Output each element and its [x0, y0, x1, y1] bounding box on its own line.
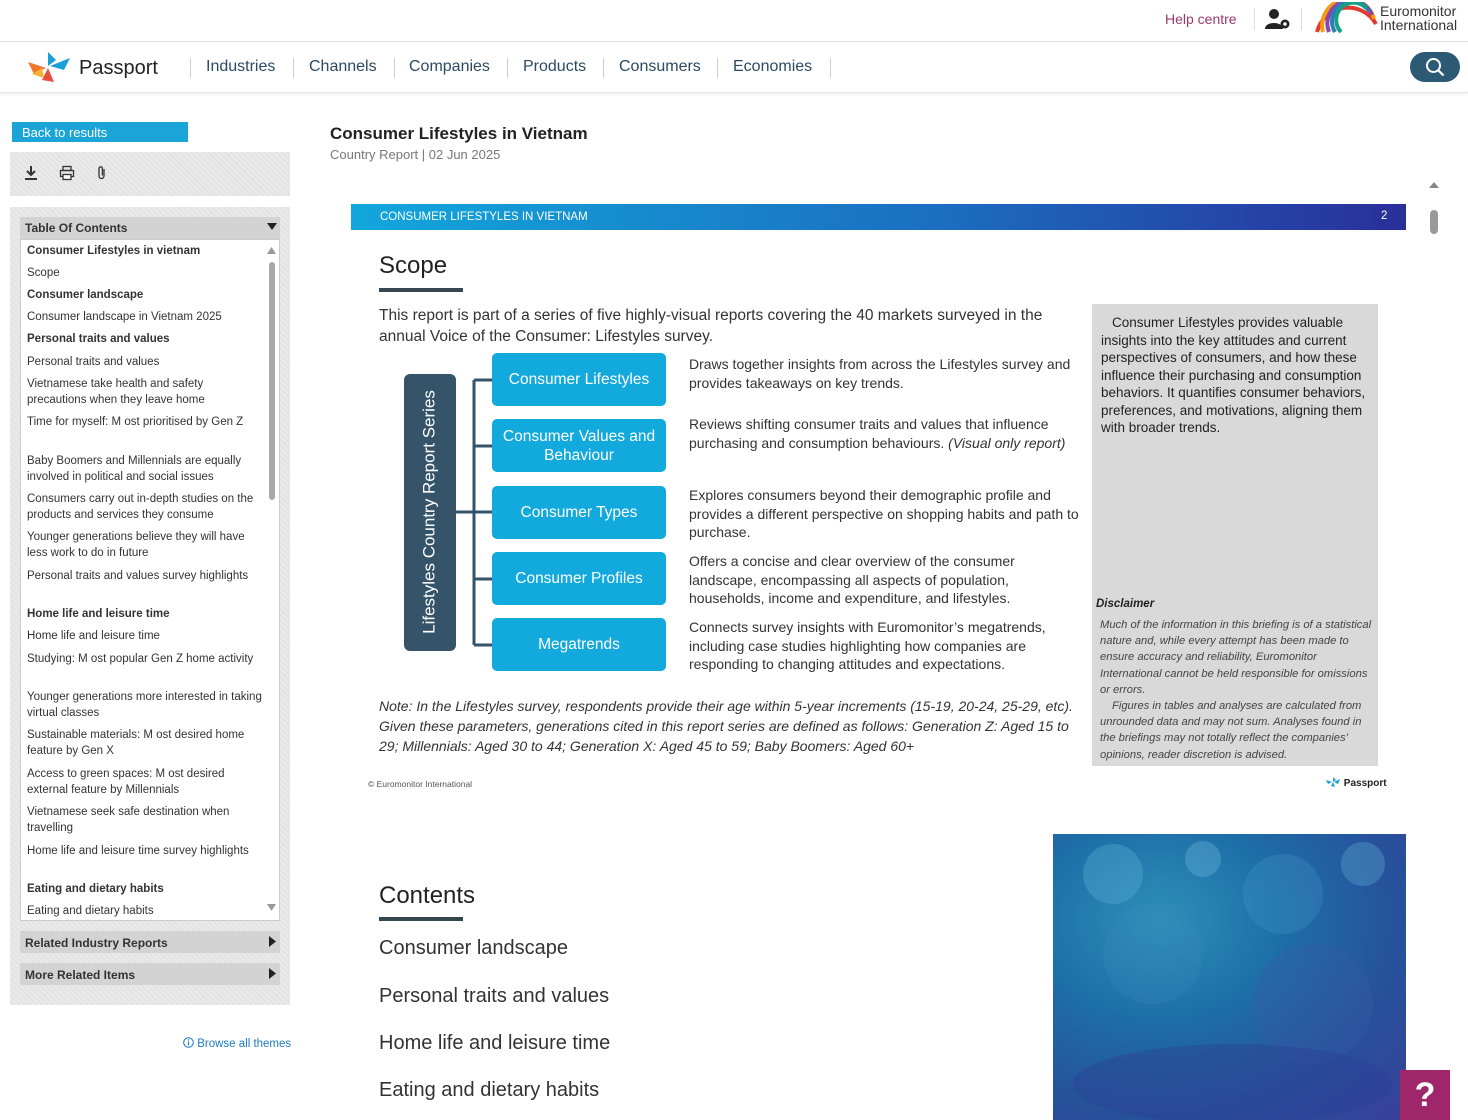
scope-intro: This report is part of a series of five highly-visual reports covering the 40 markets surveyed in the annual Voice of the Consumer: Lifestyles survey.	[379, 307, 1043, 345]
toc-item[interactable]: Younger generations believe they will have less work to do in future	[27, 531, 245, 559]
toc-item[interactable]: Access to green spaces: M ost desired external feature by Millennials	[27, 768, 225, 796]
toc-header[interactable]	[20, 217, 280, 239]
nav-consumers[interactable]: Consumers	[619, 58, 701, 75]
disclaimer-text	[1100, 617, 1372, 763]
heading-underline	[379, 917, 463, 921]
series-box: Consumer Types	[492, 486, 666, 539]
desc-text: Explores consumers beyond their demographic profile and provides a different perspective on shopping habits and path to purchase.	[689, 487, 1079, 540]
toc-item[interactable]: Consumer landscape	[27, 289, 144, 301]
page-number: 2	[1381, 210, 1388, 222]
copyright: © Euromonitor International	[368, 779, 473, 789]
nav-divider	[394, 58, 395, 78]
document-title: Consumer Lifestyles in Vietnam	[330, 124, 588, 143]
series-box: Consumer Profiles	[492, 552, 666, 605]
euromonitor-brand	[1380, 4, 1457, 32]
svg-text:Lifestyles Country Report Seri: Lifestyles Country Report Series	[419, 390, 439, 634]
nav-divider	[830, 58, 831, 78]
nav-companies[interactable]: Companies	[409, 58, 490, 75]
viewer-scrollbar[interactable]	[1430, 210, 1438, 234]
series-box: Megatrends	[492, 618, 666, 671]
user-settings-icon[interactable]	[1265, 8, 1291, 30]
bokeh-image	[1053, 834, 1406, 1120]
nav-divider	[293, 58, 294, 78]
toc-item[interactable]: Sustainable materials: M ost desired home feature by Gen X	[27, 729, 245, 757]
nav-divider	[717, 58, 718, 78]
toc-item[interactable]: Eating and dietary habits	[27, 883, 164, 895]
toc-item[interactable]: Consumer Lifestyles in vietnam	[27, 245, 201, 257]
series-label	[404, 374, 456, 651]
toc-item[interactable]: Time for myself: M ost prioritised by Gen Z	[27, 416, 244, 428]
toc-item[interactable]: Personal traits and values survey highlights	[27, 570, 249, 582]
toc-item[interactable]: Home life and leisure time	[27, 608, 170, 620]
passport-mini-icon	[1325, 776, 1341, 788]
disclaimer-heading: Disclaimer	[1096, 598, 1155, 610]
triangle-right-icon	[269, 936, 276, 947]
nav-divider	[507, 58, 508, 78]
series-description	[689, 415, 1079, 452]
passport-logo-icon[interactable]	[24, 48, 74, 86]
desc-italic: (Visual only report)	[948, 434, 1066, 451]
contents-heading: Contents	[379, 882, 476, 909]
toc-item[interactable]: Personal traits and values	[27, 356, 160, 368]
sidebar-panel	[10, 207, 290, 1005]
contents-item: Home life and leisure time	[379, 1032, 611, 1054]
divider	[1254, 8, 1255, 30]
contents-item: Personal traits and values	[379, 985, 610, 1007]
search-icon	[1425, 57, 1445, 77]
attachment-icon[interactable]	[94, 165, 110, 181]
toc-item[interactable]: Consumer landscape in Vietnam 2025	[27, 311, 222, 323]
band-title: CONSUMER LIFESTYLES IN VIETNAM	[380, 211, 588, 223]
toc-item[interactable]: Consumers carry out in-depth studies on the products and services they consume	[27, 493, 254, 521]
browse-label: Browse all themes	[197, 1038, 292, 1050]
back-to-results-button[interactable]: Back to results	[12, 122, 188, 142]
page-header-band	[351, 204, 1406, 230]
toc-list	[20, 239, 280, 921]
report-page	[351, 204, 1406, 804]
series-description	[689, 486, 1079, 542]
series-description	[689, 355, 1079, 392]
info-icon	[183, 1037, 194, 1048]
help-centre-link[interactable]: Help centre	[1165, 11, 1237, 27]
brand-line-2: International	[1380, 17, 1458, 33]
brand-line-1: Euromonitor	[1380, 3, 1457, 19]
document-toolbar	[10, 152, 290, 196]
triangle-down-icon	[267, 223, 277, 231]
divider	[1301, 8, 1302, 30]
toc-item[interactable]: Vietnamese take health and safety precautions when they leave home	[27, 378, 205, 406]
nav-divider	[190, 58, 191, 78]
scroll-down-icon[interactable]	[267, 904, 276, 911]
series-description	[689, 552, 1079, 608]
about-text: Consumer Lifestyles provides valuable insights into the key attitudes and current perspectives of consumers, and how these influence their purchasing and consumption behaviors. It quantifies consumer behaviors, preferences, and motivations, aligning them with broader trends.	[1101, 315, 1366, 435]
triangle-right-icon	[269, 968, 276, 979]
main-nav	[0, 43, 1468, 93]
footer-passport-logo	[1325, 776, 1387, 789]
search-button[interactable]	[1410, 52, 1460, 82]
desc-text: Connects survey insights with Euromonitor’s megatrends, including case studies highlighting how companies are responding to changing attitudes and expectations.	[689, 619, 1046, 672]
desc-text: Reviews shifting consumer traits and values that influence purchasing and consumption behaviours.	[689, 416, 1049, 451]
diagram-connectors	[456, 374, 496, 651]
nav-products[interactable]: Products	[523, 58, 587, 75]
toc-title: Table Of Contents	[25, 221, 128, 235]
nav-industries[interactable]: Industries	[206, 58, 276, 75]
more-related-label: More Related Items	[25, 968, 136, 982]
about-box	[1092, 304, 1378, 766]
help-button[interactable]: ?	[1400, 1070, 1450, 1120]
toc-item[interactable]: Baby Boomers and Millennials are equally involved in political and social issues	[27, 455, 242, 483]
related-industry-label: Related Industry Reports	[25, 936, 168, 950]
document-subtitle: Country Report | 02 Jun 2025	[330, 147, 501, 162]
toc-item[interactable]: Home life and leisure time survey highlights	[27, 845, 249, 857]
more-related-items-toggle[interactable]	[20, 963, 280, 985]
viewer-scroll-up-icon[interactable]	[1429, 180, 1439, 190]
series-description	[689, 618, 1079, 674]
passport-logo-text[interactable]: Passport	[79, 57, 158, 79]
browse-all-themes-link[interactable]	[183, 1037, 291, 1050]
contents-item: Consumer landscape	[379, 937, 568, 959]
disclaimer-paragraph: Figures in tables and analyses are calculated from unrounded data and may not sum. Analyses found in the briefings may not totally reflect the companies’ opinions, reader discretion is advised.	[1100, 700, 1362, 761]
nav-channels[interactable]: Channels	[309, 58, 377, 75]
cover-photo	[1053, 834, 1406, 1120]
top-bar	[0, 0, 1468, 42]
contents-item: Eating and dietary habits	[379, 1079, 600, 1101]
series-box: Consumer Lifestyles	[492, 353, 666, 406]
toc-item[interactable]: Home life and leisure time	[27, 630, 160, 642]
scroll-up-icon[interactable]	[267, 247, 276, 254]
toc-item[interactable]: Younger generations more interested in taking virtual classes	[27, 691, 262, 719]
toc-item[interactable]: Vietnamese seek safe destination when travelling	[27, 806, 230, 834]
print-icon[interactable]	[59, 165, 75, 181]
toc-scrollbar[interactable]	[269, 262, 275, 500]
toc-item[interactable]: Personal traits and values	[27, 333, 170, 345]
related-industry-reports-toggle[interactable]	[20, 931, 280, 953]
scope-heading: Scope	[379, 252, 448, 279]
series-box: Consumer Values and Behaviour	[492, 419, 666, 472]
toc-item[interactable]: Eating and dietary habits	[27, 905, 154, 917]
nav-divider	[603, 58, 604, 78]
footer-logo-text: Passport	[1343, 778, 1387, 789]
download-icon[interactable]	[23, 165, 39, 181]
toc-item[interactable]: Studying: M ost popular Gen Z home activity	[27, 653, 254, 665]
desc-text: Offers a concise and clear overview of the consumer landscape, encompassing all aspects of population, households, income and expenditure, and lifestyles.	[689, 553, 1015, 606]
toc-item[interactable]: Scope	[27, 267, 60, 279]
disclaimer-paragraph: Much of the information in this briefing is of a statistical nature and, while every attempt has been made to ensure accuracy and reliability, Euromonitor International cannot be held responsible for omissions or errors.	[1100, 619, 1372, 696]
heading-underline	[379, 288, 463, 292]
nav-economies[interactable]: Economies	[733, 58, 813, 75]
generation-note: Note: In the Lifestyles survey, respondents provide their age within 5-year increments (15-19, 20-24, 25-29, etc). Given these parameters, generations cited in this report series are defined as follows: Generation Z: Aged 15 to 29; Millennials: Aged 30 to 44; Generation X: Aged 45 to 59; Baby Boomers: Aged 60+	[379, 698, 1073, 754]
desc-text: Draws together insights from across the Lifestyles survey and provides takeaways on key trends.	[689, 356, 1071, 391]
